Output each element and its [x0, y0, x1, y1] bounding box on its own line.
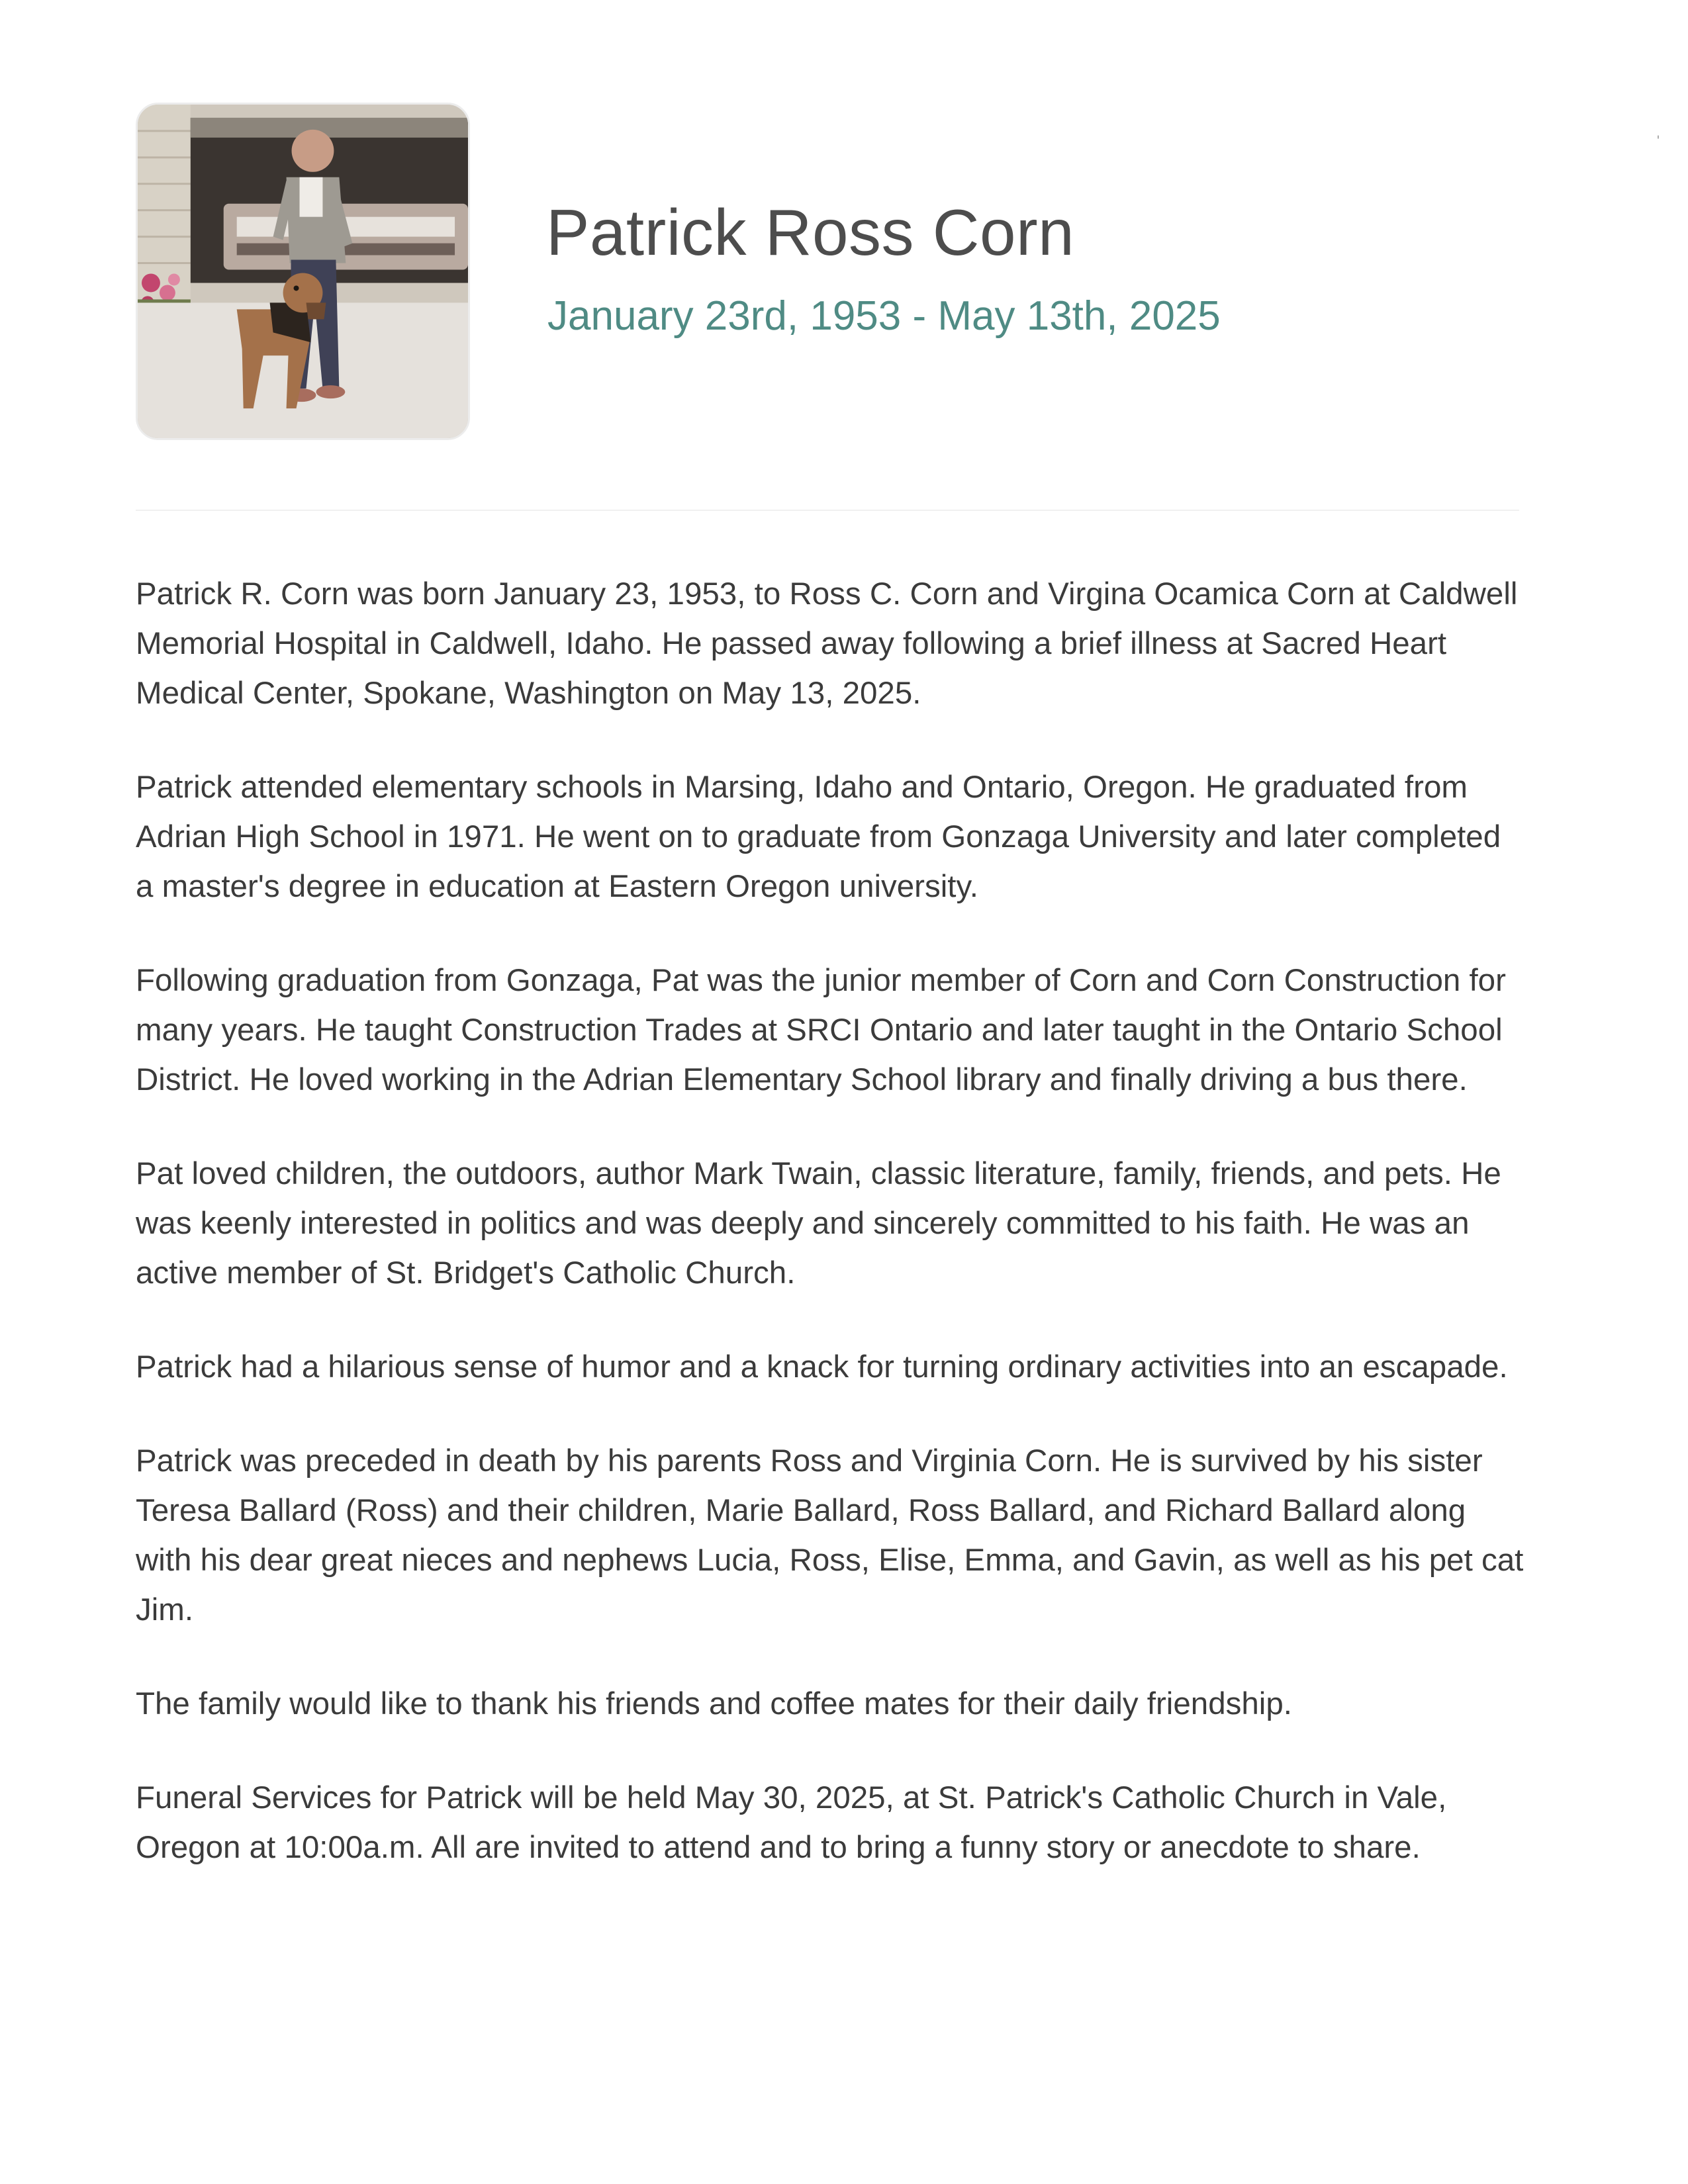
obituary-paragraph: Following graduation from Gonzaga, Pat was the junior member of Corn and Corn Construction for many years. He taught Construction Trades at SRCI Ontario and later taught in the Ontario School District. He loved working in the Adrian Elementary School library and finally driving a bus there. [136, 963, 1506, 1097]
obituary-paragraph: Funeral Services for Patrick will be held May 30, 2025, at St. Patrick's Catholic Church in Vale, Oregon at 10:00a.m. All are invited to attend and to bring a funny story or anecdote to share. [136, 1780, 1447, 1865]
obituary-header [136, 103, 1526, 447]
obituary-paragraph: Pat loved children, the outdoors, author Mark Twain, classic literature, family, friends, and pets. He was keenly interested in politics and was deeply and sincerely committed to his faith. He was an active member of St. Bridget's Catholic Church. [136, 1156, 1501, 1291]
obituary-paragraph: Patrick R. Corn was born January 23, 1953, to Ross C. Corn and Virgina Ocamica Corn at Caldwell Memorial Hospital in Caldwell, Idaho. He passed away following a brief illness at Sacred Heart Medical Center, Spokane, Washington on May 13, 2025. [136, 576, 1518, 711]
scan-speck-icon: ˈ [1655, 132, 1662, 154]
obituary-paragraph: The family would like to thank his friends and coffee mates for their daily friendship. [136, 1686, 1292, 1721]
obituary-paragraph: Patrick attended elementary schools in Marsing, Idaho and Ontario, Oregon. He graduated from Adrian High School in 1971. He went on to graduate from Gonzaga University and later completed a master's degree in education at Eastern Oregon university. [136, 770, 1501, 904]
life-dates: January 23rd, 1953 - May 13th, 2025 [547, 293, 1221, 339]
deceased-name: Patrick Ross Corn [546, 196, 1075, 269]
portrait-photo-icon [138, 105, 468, 438]
header-divider [136, 510, 1519, 511]
obituary-paragraph: Patrick had a hilarious sense of humor and a knack for turning ordinary activities into an escapade. [136, 1349, 1508, 1385]
obituary-paragraph: Patrick was preceded in death by his parents Ross and Virginia Corn. He is survived by his sister Teresa Ballard (Ross) and their children, Marie Ballard, Ross Ballard, and Richard Ballard along with his dear great nieces and nephews Lucia, Ross, Elise, Emma, and Gavin, as well as his pet cat Jim. [136, 1443, 1524, 1627]
portrait-photo [136, 103, 470, 440]
obituary-text [136, 569, 1526, 1917]
